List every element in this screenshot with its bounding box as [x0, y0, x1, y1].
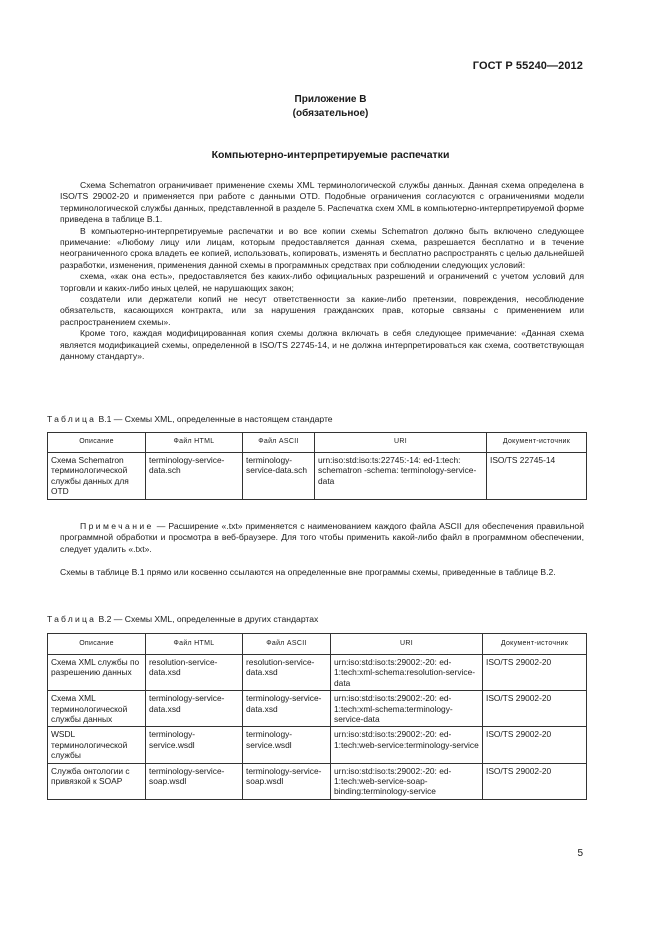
column-header: Описание [48, 433, 146, 453]
table2-caption-label: Таблица [47, 614, 97, 624]
table-cell: ISO/TS 22745-14 [487, 453, 587, 500]
appendix-title: Приложение В [294, 94, 367, 105]
body-text [60, 180, 584, 363]
section-title: Компьютерно-интерпретируемые распечатки [211, 149, 450, 161]
column-header: Файл HTML [146, 634, 243, 655]
table-row [48, 691, 587, 727]
table1-caption [47, 414, 333, 424]
column-header: Документ-источник [487, 433, 587, 453]
table-cell: urn:iso:std:iso:ts:29002:-20: ed-1:tech:xml-schema:resolution-service-data [331, 655, 483, 691]
paragraph: В компьютерно-интерпретируемые распечатки и во все копии схемы Schematron должно быть включено следующее примечание: «Любому лицу или лицам, которым предоставляется данная схема, разрешается бесплатно и в течение неограниченного срока владеть ее копией, использовать, копировать, изменять и бесплатно распространять с целью дальнейшей разработки, изменения, применения данной схемы в программных средствах при соблюдении следующих условий: [60, 225, 584, 270]
table-cell: terminology-service-soap.wsdl [146, 763, 243, 799]
table1 [47, 432, 587, 500]
table-cell: terminology-service-data.xsd [243, 691, 331, 727]
standard-number: ГОСТ Р 55240—2012 [472, 60, 583, 72]
table1-header-row [48, 433, 587, 453]
table-cell: Схема XML терминологической службы данных [48, 691, 146, 727]
note-label: Примечание [80, 521, 154, 531]
note [60, 521, 584, 555]
table-cell: Служба онтологии с привязкой к SOAP [48, 763, 146, 799]
column-header: Документ-источник [483, 634, 587, 655]
paragraph: Схемы в таблице В.1 прямо или косвенно ссылаются на определенные вне программы схемы, приведенные в таблице В.2. [60, 567, 556, 577]
paragraph: Схема Schematron ограничивает применение схемы XML терминологической службы данных. Данная схема определена в ISO/TS 29002-20 и применяется при работе с данными OTD. Подобные ограничения согласуются с ограничениями модели терминологической службы данных, представленной в разделе 5. Распечатка схем XML в компьютерно-интерпретируемой форме приведена в таблице В.1. [60, 180, 584, 225]
table2-caption-text: В.2 — Схемы XML, определенные в других стандартах [98, 614, 319, 624]
table-cell: terminology-service.wsdl [146, 727, 243, 763]
table-cell: Схема Schematron терминологической службы данных для OTD [48, 453, 146, 500]
table2 [47, 633, 587, 800]
table-cell: terminology-service.wsdl [243, 727, 331, 763]
paragraph: Кроме того, каждая модифицированная копия схемы должна включать в себя следующее примечание: «Данная схема является модификацией схемы, определенной в ISO/TS 22745-14, и не должна интерпретироваться как схема, соответствующая данному стандарту». [60, 328, 584, 362]
table2-caption [47, 614, 318, 624]
table-cell: terminology-service-soap.wsdl [243, 763, 331, 799]
table-cell: urn:iso:std:iso:ts:29002:-20: ed-1:tech:web-service:terminology-service [331, 727, 483, 763]
table-cell: terminology-service-data.sch [146, 453, 243, 500]
table-cell: resolution-service-data.xsd [146, 655, 243, 691]
table1-caption-label: Таблица [47, 414, 97, 424]
table-cell: urn:iso:std:iso:ts:22745:-14: ed-1:tech: schematron -schema: terminology-service-data [315, 453, 487, 500]
paragraph: схема, «как она есть», предоставляется без каких-либо официальных разрешений и ограничений с учетом условий для торговли и каких-либо иных целей, не нарушающих закон; [60, 271, 584, 293]
table-cell: Схема XML службы по разрешению данных [48, 655, 146, 691]
column-header: Файл ASCII [243, 634, 331, 655]
column-header: Файл ASCII [243, 433, 315, 453]
table-row [48, 655, 587, 691]
table-cell: urn:iso:std:iso:ts:29002:-20: ed-1:tech:xml-schema:terminology-service-data [331, 691, 483, 727]
column-header: URI [331, 634, 483, 655]
column-header: Файл HTML [146, 433, 243, 453]
reference-paragraph [60, 567, 584, 578]
table-cell: ISO/TS 29002-20 [483, 691, 587, 727]
note-text: — Расширение «.txt» применяется с наименованием каждого файла ASCII для обеспечения правильной программной обработки и просмотра в веб-браузере. Для того чтобы применить какой-либо файл в программном обеспечении, следует удалить «.txt». [60, 521, 584, 554]
table-cell: ISO/TS 29002-20 [483, 763, 587, 799]
appendix-heading [0, 93, 661, 121]
table2-header-row [48, 634, 587, 655]
page-number: 5 [577, 848, 583, 859]
table-cell: ISO/TS 29002-20 [483, 655, 587, 691]
table-row [48, 763, 587, 799]
appendix-subtitle: (обязательное) [292, 108, 369, 119]
paragraph: создатели или держатели копий не несут ответственности за какие-либо претензии, повреждения, несоблюдение обязательств, касающихся контракта, или за нарушения гражданских прав, которые связаны с применением или распространением схемы». [60, 294, 584, 327]
table1-caption-text: В.1 — Схемы XML, определенные в настоящем стандарте [98, 414, 333, 424]
table-row [48, 727, 587, 763]
column-header: Описание [48, 634, 146, 655]
table-cell: resolution-service-data.xsd [243, 655, 331, 691]
column-header: URI [315, 433, 487, 453]
table-cell: urn:iso:std:iso:ts:29002:-20: ed-1:tech:web-service-soap-binding:terminology-service [331, 763, 483, 799]
table-cell: WSDL терминологической службы [48, 727, 146, 763]
table-cell: ISO/TS 29002-20 [483, 727, 587, 763]
table-row [48, 453, 587, 500]
table-cell: terminology-service-data.sch [243, 453, 315, 500]
table-cell: terminology-service-data.xsd [146, 691, 243, 727]
